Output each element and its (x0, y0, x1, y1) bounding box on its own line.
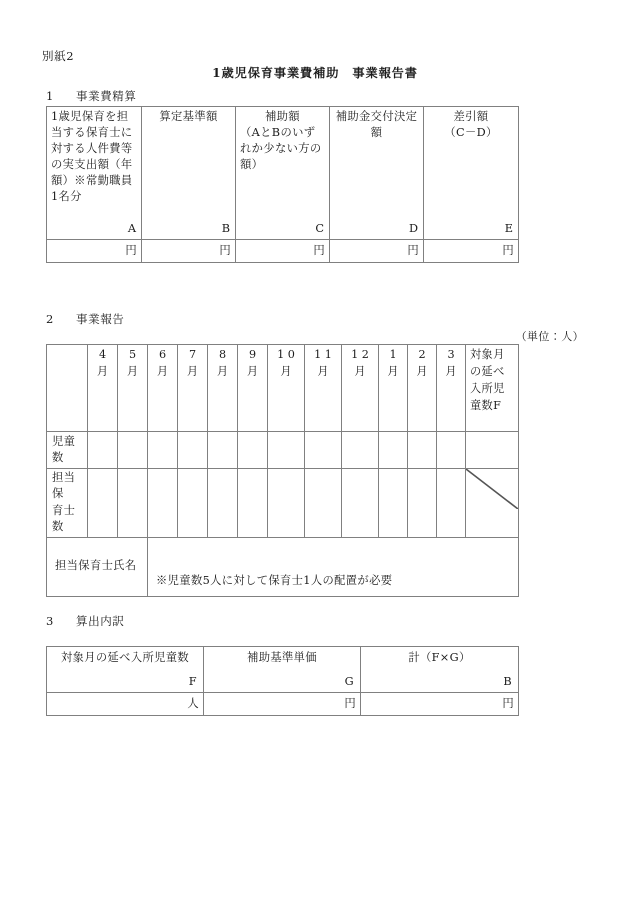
children-cell-8[interactable] (208, 432, 238, 469)
staff-cell-11[interactable] (305, 469, 342, 538)
children-cell-9[interactable] (238, 432, 268, 469)
children-cell-10[interactable] (268, 432, 305, 469)
month-header-5: 5 月 (118, 345, 148, 432)
row-label-staff-names: 担当保育士氏名 (47, 537, 148, 596)
staff-cell-4[interactable] (88, 469, 118, 538)
breakdown-value-g[interactable]: 円 (204, 693, 361, 716)
staff-cell-10[interactable] (268, 469, 305, 538)
settlement-header-a: 1歳児保育を担 当する保育士に 対する人件費等 の実支出額（年 額）※常勤職員 1名分 A (47, 107, 142, 240)
section-2-title: 事業報告 (76, 312, 125, 326)
attachment-number: 別紙2 (42, 49, 75, 63)
column-letter-g: G (344, 674, 354, 688)
section-1-heading (46, 88, 137, 104)
column-letter-e: E (504, 221, 513, 235)
settlement-value-d[interactable]: 円 (330, 240, 424, 263)
staff-names-input[interactable]: ※児童数5人に対して保育士1人の配置が必要 (148, 537, 519, 596)
section-2-heading (46, 311, 124, 327)
breakdown-value-f[interactable]: 人 (47, 693, 204, 716)
section-1-number: 1 (46, 89, 54, 103)
children-cell-6[interactable] (148, 432, 178, 469)
children-cell-12[interactable] (342, 432, 379, 469)
staff-cell-1[interactable] (379, 469, 408, 538)
table-row-children (47, 432, 519, 469)
column-letter-d: D (408, 221, 418, 235)
section-3-number: 3 (46, 614, 54, 628)
column-letter-b: B (221, 221, 230, 235)
table-row-values (47, 693, 519, 716)
unit-note: （単位：人） (515, 330, 584, 343)
month-header-3: 3 月 (437, 345, 466, 432)
staff-cell-2[interactable] (408, 469, 437, 538)
staff-cell-3[interactable] (437, 469, 466, 538)
table-row-header (47, 647, 519, 693)
breakdown-value-b[interactable]: 円 (361, 693, 519, 716)
month-header-4: 4 月 (88, 345, 118, 432)
breakdown-table (46, 646, 519, 716)
table-row-staff-names (47, 537, 519, 596)
breakdown-header-f: 対象月の延べ入所児童数 F (47, 647, 204, 693)
section-1-title: 事業費精算 (76, 89, 137, 103)
page-title: 1歳児保育事業費補助 事業報告書 (212, 66, 418, 80)
monthly-report-table (46, 344, 519, 597)
settlement-header-c: 補助額 （AとBのいず れか少ない方の 額） C (236, 107, 330, 240)
children-total-cell[interactable] (466, 432, 519, 469)
staff-cell-7[interactable] (178, 469, 208, 538)
children-cell-2[interactable] (408, 432, 437, 469)
corner-cell (47, 345, 88, 432)
staff-cell-6[interactable] (148, 469, 178, 538)
section-3-heading (46, 613, 124, 629)
staff-total-cell-struck-out (466, 469, 519, 538)
settlement-header-b: 算定基準額 B (142, 107, 236, 240)
children-cell-4[interactable] (88, 432, 118, 469)
children-cell-11[interactable] (305, 432, 342, 469)
column-letter-b-total: B (503, 674, 512, 688)
column-letter-a: A (127, 221, 136, 235)
section-2-number: 2 (46, 312, 54, 326)
children-cell-3[interactable] (437, 432, 466, 469)
children-cell-7[interactable] (178, 432, 208, 469)
settlement-header-e: 差引額 （C－D） E (424, 107, 519, 240)
settlement-value-a[interactable]: 円 (47, 240, 142, 263)
section-3-title: 算出内訳 (76, 614, 125, 628)
staff-cell-5[interactable] (118, 469, 148, 538)
settlement-header-d: 補助金交付決定 額 D (330, 107, 424, 240)
staff-cell-9[interactable] (238, 469, 268, 538)
settlement-value-b[interactable]: 円 (142, 240, 236, 263)
staff-cell-8[interactable] (208, 469, 238, 538)
row-label-children: 児童数 (47, 432, 88, 469)
breakdown-header-g: 補助基準単価 G (204, 647, 361, 693)
children-cell-1[interactable] (379, 432, 408, 469)
table-row-values (47, 240, 519, 263)
month-header-9: 9 月 (238, 345, 268, 432)
month-header-10: 1 0 月 (268, 345, 305, 432)
table-row-header (47, 107, 519, 240)
month-header-6: 6 月 (148, 345, 178, 432)
settlement-value-c[interactable]: 円 (236, 240, 330, 263)
breakdown-header-b: 計（F×G） B (361, 647, 519, 693)
settlement-table (46, 106, 519, 263)
settlement-value-e[interactable]: 円 (424, 240, 519, 263)
table-row-month-header (47, 345, 519, 432)
month-header-11: 1 1 月 (305, 345, 342, 432)
month-header-12: 1 2 月 (342, 345, 379, 432)
staff-cell-12[interactable] (342, 469, 379, 538)
column-letter-c: C (315, 221, 324, 235)
table-row-staff (47, 469, 519, 538)
children-cell-5[interactable] (118, 432, 148, 469)
total-column-header: 対象月 の延べ 入所児 童数F (466, 345, 519, 432)
month-header-2: 2 月 (408, 345, 437, 432)
month-header-7: 7 月 (178, 345, 208, 432)
column-letter-f: F (188, 674, 197, 688)
row-label-staff: 担当保 育士数 (47, 469, 88, 538)
month-header-1: 1 月 (379, 345, 408, 432)
month-header-8: 8 月 (208, 345, 238, 432)
